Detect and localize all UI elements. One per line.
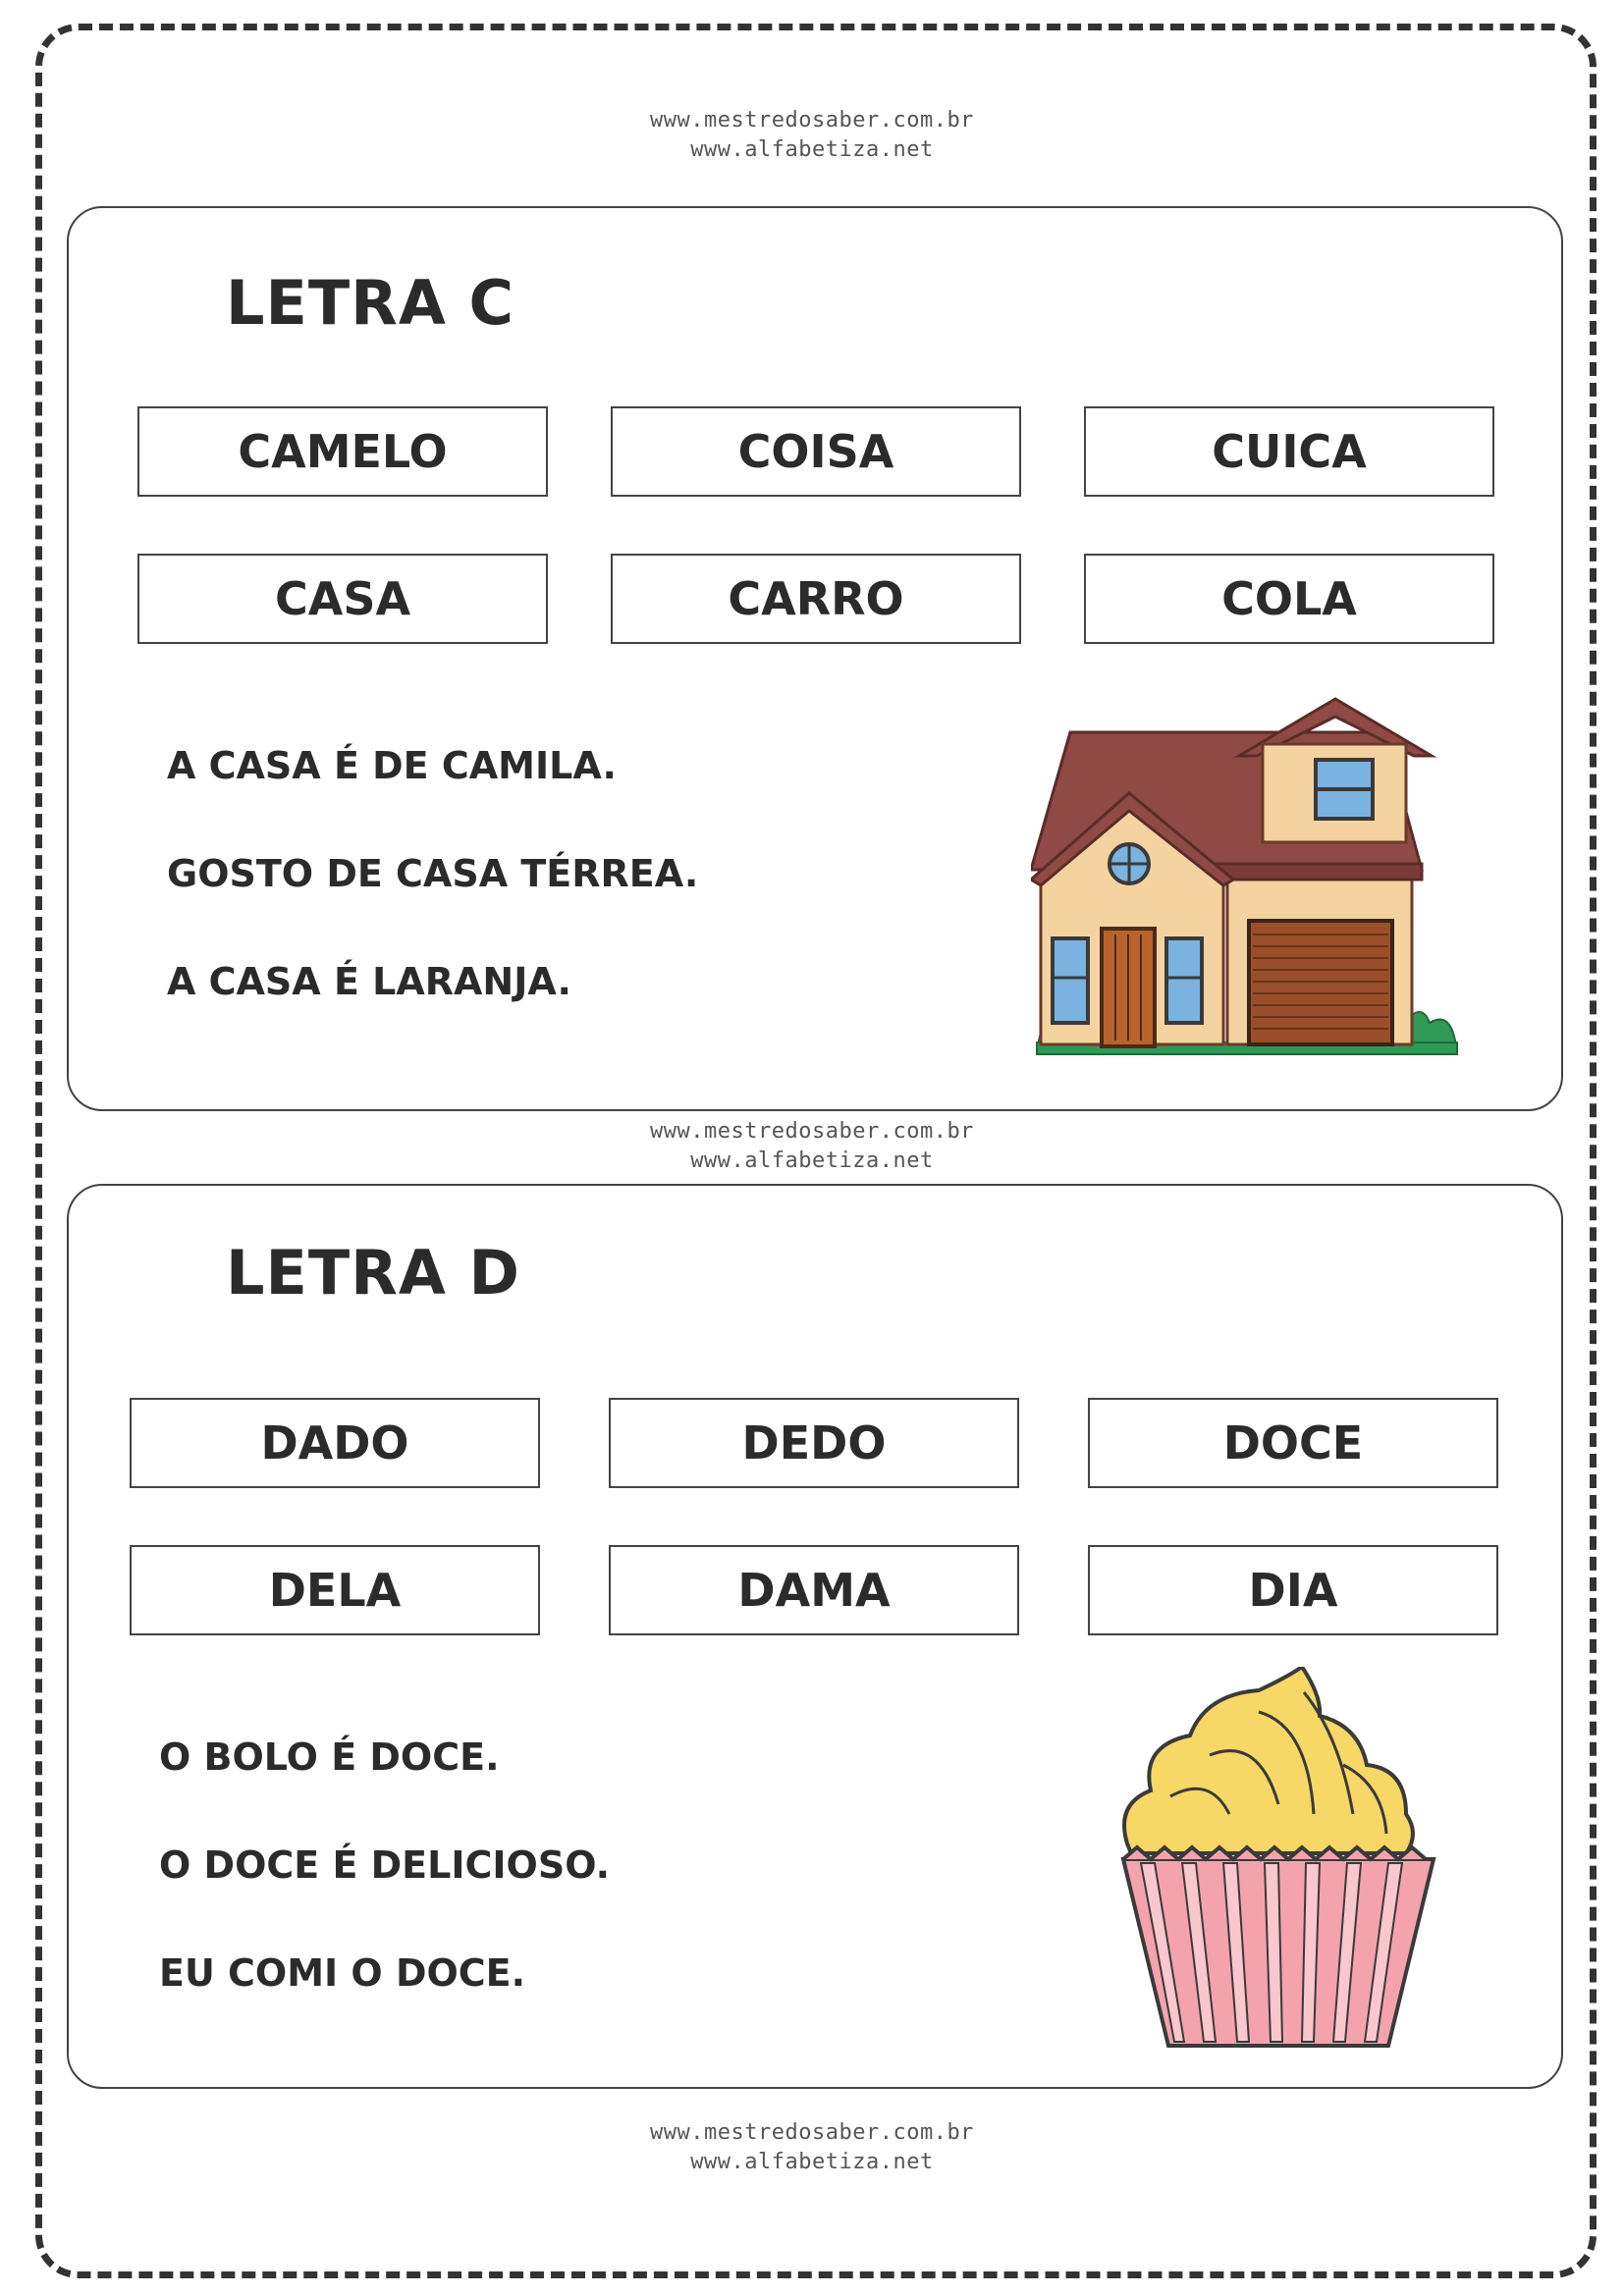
word-card: DIA xyxy=(1088,1545,1498,1635)
sentence: A CASA É LARANJA. xyxy=(167,960,571,1003)
credit-url-1: www.mestredosaber.com.br xyxy=(650,2120,974,2145)
word-card: CAMELO xyxy=(137,406,548,497)
word-card: DAMA xyxy=(609,1545,1019,1635)
sentence: A CASA É DE CAMILA. xyxy=(167,744,617,787)
letter-c-title: LETRA C xyxy=(226,267,514,339)
word-card: DOCE xyxy=(1088,1398,1498,1488)
credit-url-1: www.mestredosaber.com.br xyxy=(650,108,974,133)
credit-url-2: www.alfabetiza.net xyxy=(690,2150,934,2174)
site-credit-top xyxy=(0,106,1624,165)
house-illustration xyxy=(1031,677,1463,1070)
word-card: CARRO xyxy=(611,554,1021,644)
word-card: DADO xyxy=(130,1398,540,1488)
sentence: EU COMI O DOCE. xyxy=(159,1951,526,1995)
word-card: COLA xyxy=(1084,554,1494,644)
credit-url-2: www.alfabetiza.net xyxy=(690,137,934,162)
sentence: GOSTO DE CASA TÉRREA. xyxy=(167,852,699,895)
site-credit-middle xyxy=(0,1117,1624,1176)
word-card: CASA xyxy=(137,554,548,644)
letter-d-title: LETRA D xyxy=(226,1237,520,1308)
word-card: DEDO xyxy=(609,1398,1019,1488)
site-credit-bottom xyxy=(0,2118,1624,2177)
sentence: O BOLO É DOCE. xyxy=(159,1735,500,1779)
letter-d-panel xyxy=(67,1184,1563,2089)
sentence: O DOCE É DELICIOSO. xyxy=(159,1843,611,1887)
word-card: DELA xyxy=(130,1545,540,1635)
credit-url-1: www.mestredosaber.com.br xyxy=(650,1119,974,1144)
credit-url-2: www.alfabetiza.net xyxy=(690,1148,934,1173)
letter-c-panel xyxy=(67,206,1563,1111)
cupcake-illustration xyxy=(1111,1667,1445,2059)
word-card: COISA xyxy=(611,406,1021,497)
word-card: CUICA xyxy=(1084,406,1494,497)
